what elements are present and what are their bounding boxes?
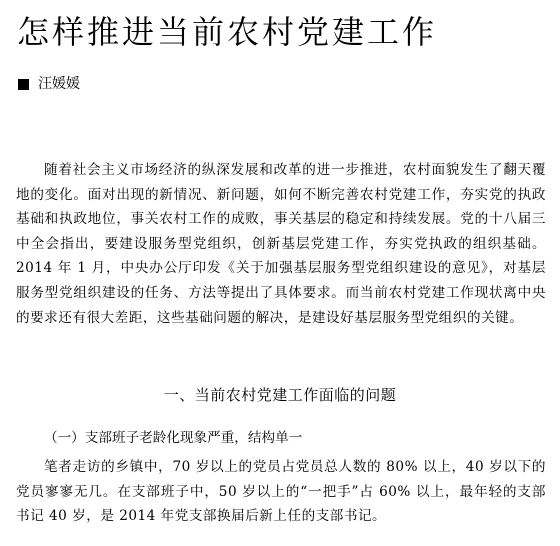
paragraph-intro: 随着社会主义市场经济的纵深发展和改革的进一步推进，农村面貌发生了翻天覆地的变化。面对出现的新情况、新问题，如何不断完善农村党建工作，夯实党的执政基础和执政地位，事关农村工作的成败，事关基层的稳定和持续发展。党的十八届三中全会指出，要建设服务型党组织，创新基层党建工作，夯实党执政的组织基础。2014 年 1 月，中央办公厅印发《关于加强基层服务型党组织建设的意见》，对基层服务型党组织建设的任务、方法等提出了具体要求。而当前农村党建工作现状离中央的要求还有很大差距，这些基础问题的解决，是建设好基层服务型党组织的关键。: [16, 162, 546, 326]
section-heading: 一、当前农村党建工作面临的问题: [163, 386, 397, 404]
subsection-heading: （一）支部班子老龄化现象严重，结构单一: [44, 430, 303, 446]
author-line: [18, 74, 80, 94]
article-title: 怎样推进当前农村党建工作: [17, 13, 438, 51]
author-marker-square-icon: [18, 79, 29, 90]
author-name: 汪媛媛: [38, 76, 80, 92]
paragraph-body: 笔者走访的乡镇中，70 岁以上的党员占党员总人数的 80% 以上，40 岁以下的党员寥寥无几。在支部班子中，50 岁以上的“一把手”占 60% 以上，最年轻的支部书记 40 岁，是 2014 年党支部换届后新上任的支部书记。: [16, 459, 546, 525]
